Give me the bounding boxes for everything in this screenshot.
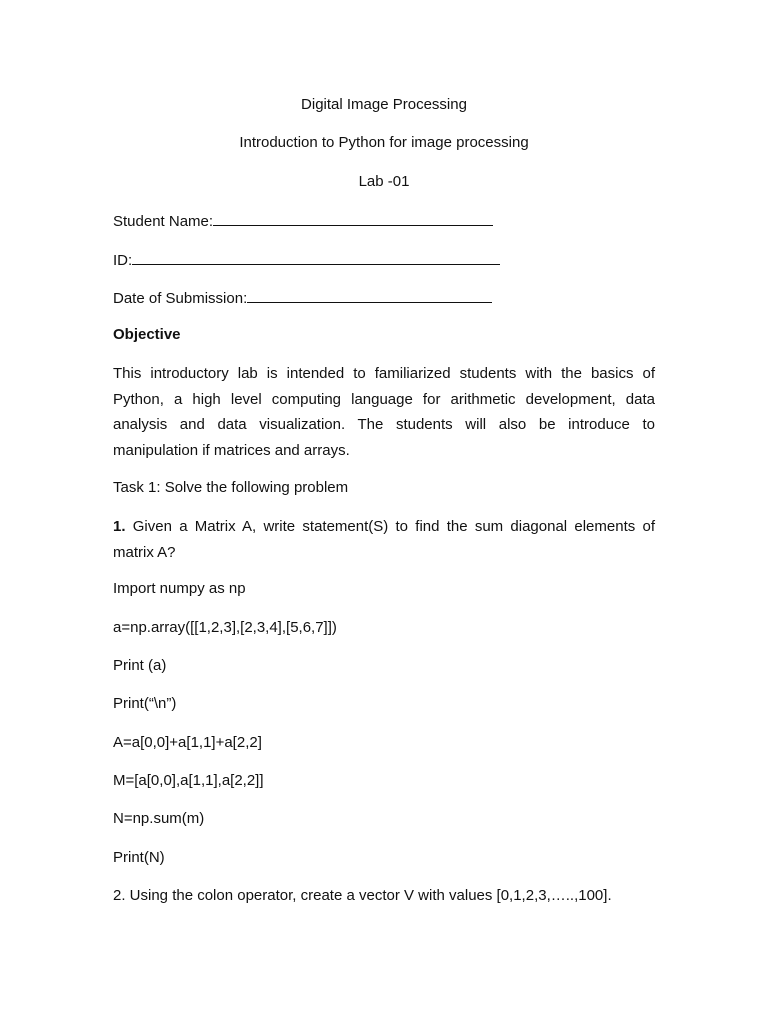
- objective-paragraph: This introductory lab is intended to familiarized students with the basics of Python, a high level computing language for arithmetic development, data analysis and data visualization. The students will also be introduce to manipulation if matrices and arrays.: [113, 365, 655, 459]
- lab-subtitle: Introduction to Python for image processing: [239, 134, 529, 151]
- code-line: A=a[0,0]+a[1,1]+a[2,2]: [113, 734, 262, 751]
- date-blank: [247, 287, 492, 303]
- task1-label: Task 1:: [113, 479, 161, 496]
- code-line: Import numpy as np: [113, 580, 246, 597]
- date-label: Date of Submission:: [113, 290, 248, 307]
- student-name-field: [113, 210, 493, 232]
- code-line: N=np.sum(m): [113, 810, 205, 827]
- question-1-text: Given a Matrix A, write statement(S) to find the sum diagonal elements of matrix A?: [113, 518, 655, 561]
- course-title: Digital Image Processing: [301, 96, 467, 113]
- id-blank: [132, 249, 500, 265]
- student-name-label: Student Name:: [113, 213, 214, 230]
- question-1: [113, 514, 655, 565]
- task1-heading: [113, 478, 348, 498]
- code-line: Print(“\n”): [113, 695, 177, 712]
- id-label: ID:: [113, 252, 133, 269]
- question-1-number: 1.: [113, 518, 126, 535]
- code-line: a=np.array([[1,2,3],[2,3,4],[5,6,7]]): [113, 619, 337, 636]
- lab-number: Lab -01: [358, 173, 410, 190]
- id-field: [113, 249, 500, 271]
- question-2: 2. Using the colon operator, create a vector V with values [0,1,2,3,…..,100].: [113, 887, 612, 904]
- student-name-blank: [213, 210, 493, 226]
- code-line: Print (a): [113, 657, 167, 674]
- objective-heading: Objective: [113, 326, 181, 343]
- task1-title: Solve the following problem: [160, 479, 349, 496]
- date-field: [113, 287, 492, 309]
- code-line: M=[a[0,0],a[1,1],a[2,2]]: [113, 772, 264, 789]
- code-line: Print(N): [113, 849, 165, 866]
